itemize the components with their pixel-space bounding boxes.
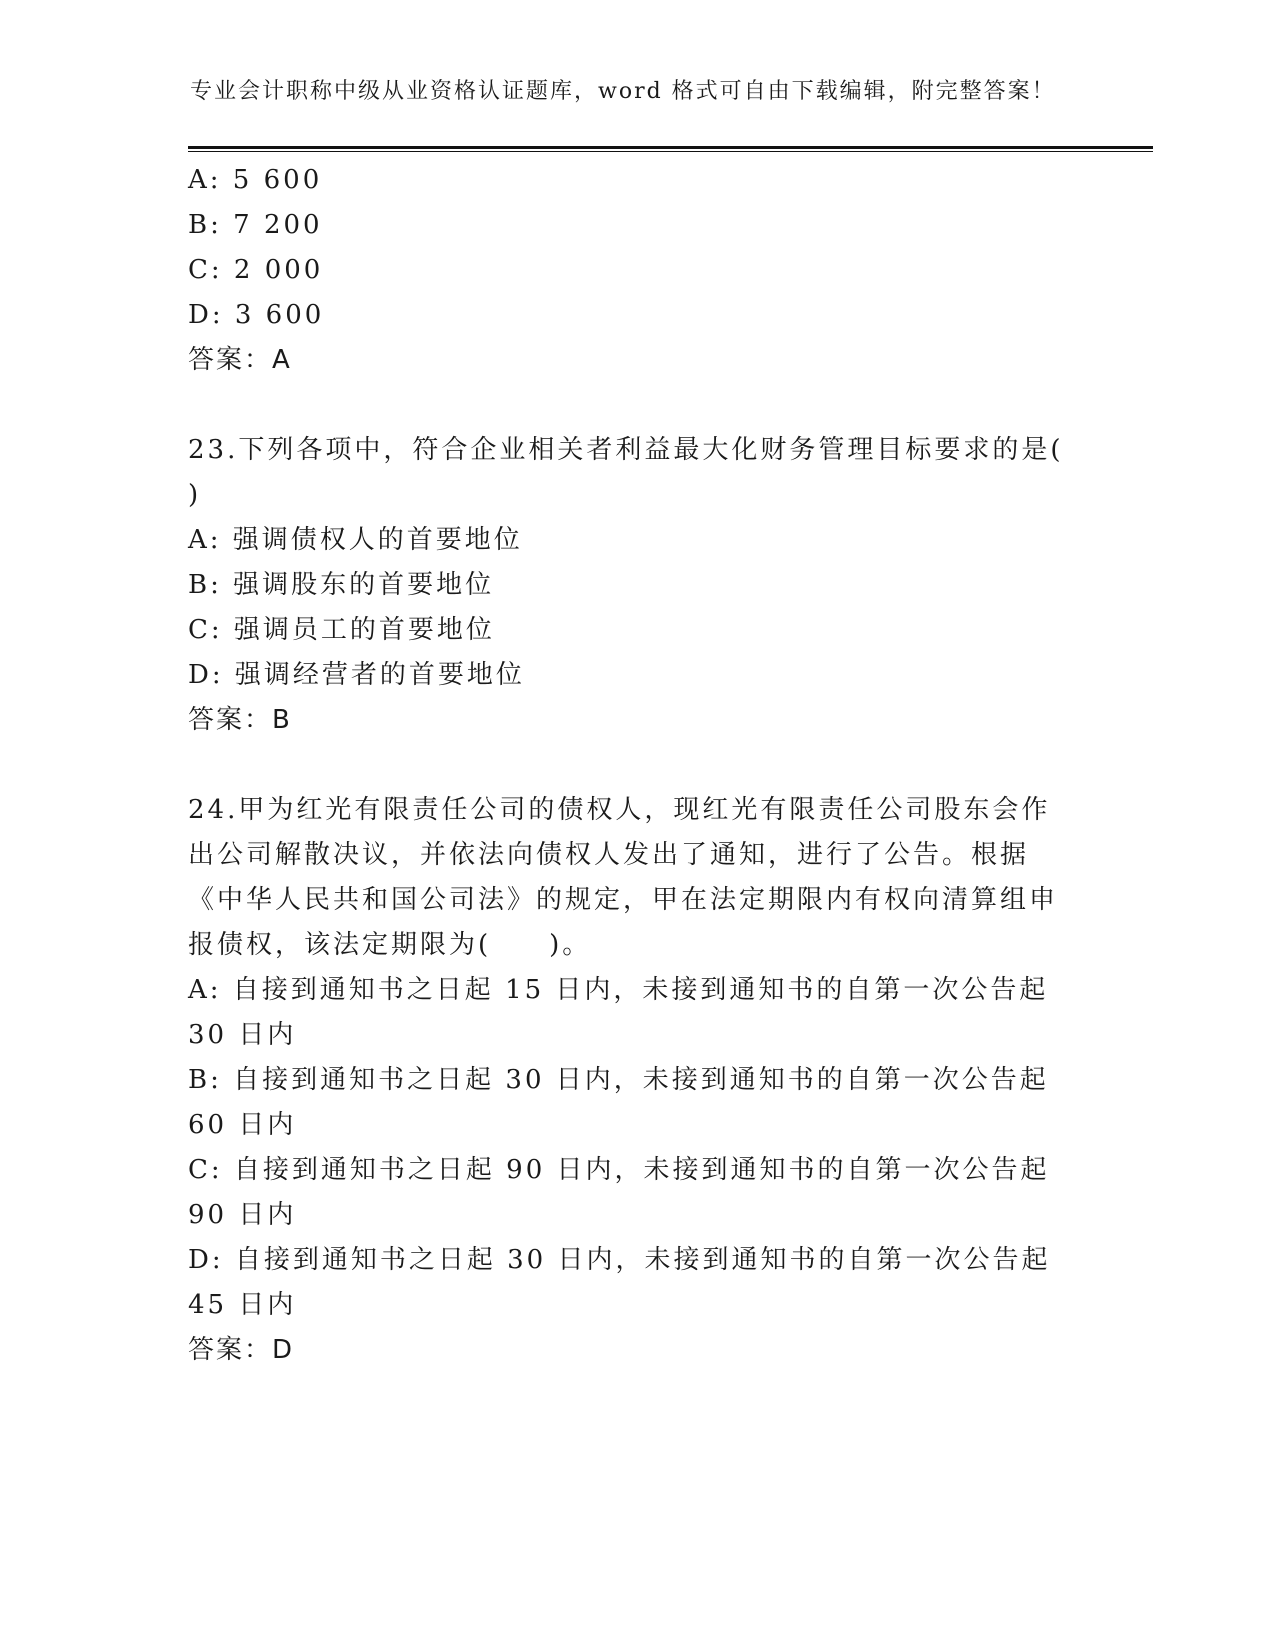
question-content — [188, 158, 1068, 1373]
document-header: 专业会计职称中级从业资格认证题库，word 格式可自由下载编辑，附完整答案！ — [190, 79, 1056, 104]
header-rule-thin — [188, 151, 1153, 152]
q24-option-d: D: 自接到通知书之日起 30 日内，未接到通知书的自第一次公告起 45 日内 — [188, 1245, 1062, 1320]
q22-option-d: D: 3 600 — [188, 300, 325, 330]
q23-option-b: B: 强调股东的首要地位 — [188, 570, 495, 600]
header-rule-thick — [188, 146, 1153, 149]
q22-answer: 答案：A — [188, 345, 292, 375]
q24-option-c: C: 自接到通知书之日起 90 日内，未接到通知书的自第一次公告起 90 日内 — [188, 1155, 1061, 1230]
q23-option-c: C: 强调员工的首要地位 — [188, 615, 495, 645]
q24-answer: 答案：D — [188, 1335, 295, 1365]
q23-option-a: A: 强调债权人的首要地位 — [188, 525, 523, 555]
q23-stem: 23.下列各项中，符合企业相关者利益最大化财务管理目标要求的是( ) — [188, 435, 1064, 510]
q22-option-b: B: 7 200 — [188, 210, 323, 240]
q24-option-b: B: 自接到通知书之日起 30 日内，未接到通知书的自第一次公告起 60 日内 — [188, 1065, 1061, 1140]
q22-option-a: A: 5 600 — [188, 165, 323, 195]
q24-stem: 24.甲为红光有限责任公司的债权人，现红光有限责任公司股东会作出公司解散决议，并依法向债权人发出了通知，进行了公告。根据《中华人民共和国公司法》的规定，甲在法定期限内有权向清算组申报债权，该法定期限为( )。 — [188, 795, 1059, 960]
q24-option-a: A: 自接到通知书之日起 15 日内，未接到通知书的自第一次公告起 30 日内 — [188, 975, 1060, 1050]
q23-option-d: D: 强调经营者的首要地位 — [188, 660, 525, 690]
q22-option-c: C: 2 000 — [188, 255, 324, 285]
q23-answer: 答案：B — [188, 705, 292, 735]
